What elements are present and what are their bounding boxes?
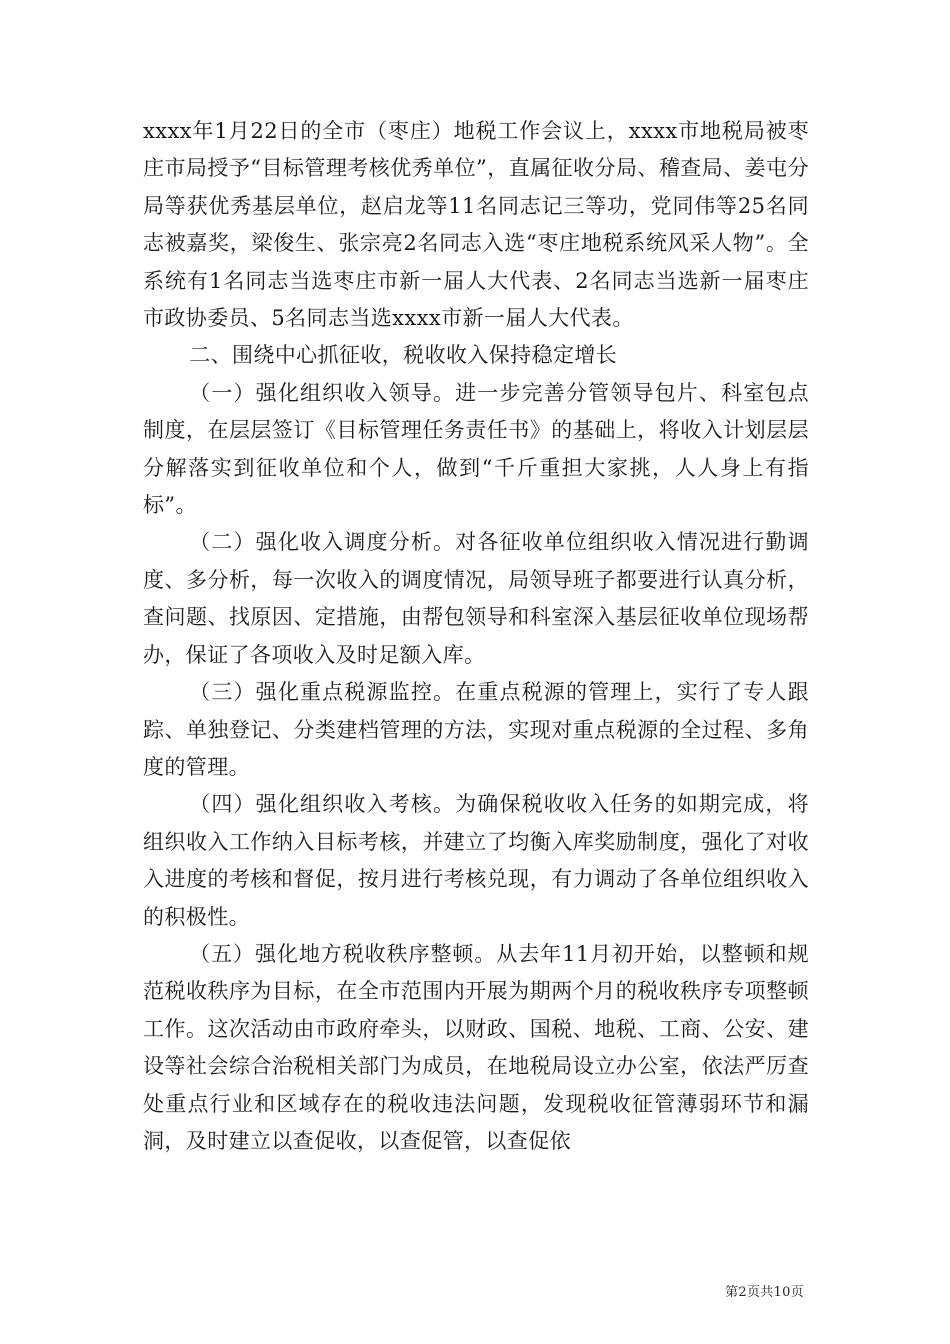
paragraph-item-5: （五）强化地方税收秩序整顿。从去年11月初开始，以整顿和规范税收秩序为目标，在全市范围内开展为期两个月的税收秩序专项整顿工作。这次活动由市政府牵头，以财政、国税、地税、工商、公安、建设等社会综合治税相关部门为成员，在地税局设立办公室，依法严厉查处重点行业和区域存在的税收违法问题，发现税收征管薄弱环节和漏洞，及时建立以查促收，以查促管，以查促依 [143,941,809,1153]
page-number: 第2页共10页 [725,1285,804,1300]
section-heading-tax-collection: 二、围绕中心抓征收，税收收入保持稳定增长 [189,343,618,368]
document-body [143,113,809,1160]
paragraph-awards: xxxx年1月22日的全市（枣庄）地税工作会议上，xxxx市地税局被枣庄市局授予“目标管理考核优秀单位”，直属征收分局、稽查局、姜屯分局等获优秀基层单位，赵启龙等11名同志记三等功，党同伟等25名同志被嘉奖，梁俊生、张宗亮2名同志入选“枣庄地税系统风采人物”。全系统有1名同志当选枣庄市新一届人大代表、2名同志当选新一届枣庄市政协委员、5名同志当选xxxx市新一届人大代表。 [143,119,809,331]
paragraph-item-1: （一）强化组织收入领导。进一步完善分管领导包片、科室包点制度，在层层签订《目标管理任务责任书》的基础上，将收入计划层层分解落实到征收单位和个人，做到“千斤重担大家挑，人人身上有指标”。 [143,380,809,518]
paragraph-item-4: （四）强化组织收入考核。为确保税收收入任务的如期完成，将组织收入工作纳入目标考核，并建立了均衡入库奖励制度，强化了对收入进度的考核和督促，按月进行考核兑现，有力调动了各单位组织收入的积极性。 [143,792,809,929]
paragraph-item-2: （二）强化收入调度分析。对各征收单位组织收入情况进行勤调度、多分析，每一次收入的调度情况，局领导班子都要进行认真分析，查问题、找原因、定措施，由帮包领导和科室深入基层征收单位现场帮办，保证了各项收入及时足额入库。 [143,530,809,667]
paragraph-item-3: （三）强化重点税源监控。在重点税源的管理上，实行了专人跟踪、单独登记、分类建档管理的方法，实现对重点税源的全过程、多角度的管理。 [143,680,809,779]
